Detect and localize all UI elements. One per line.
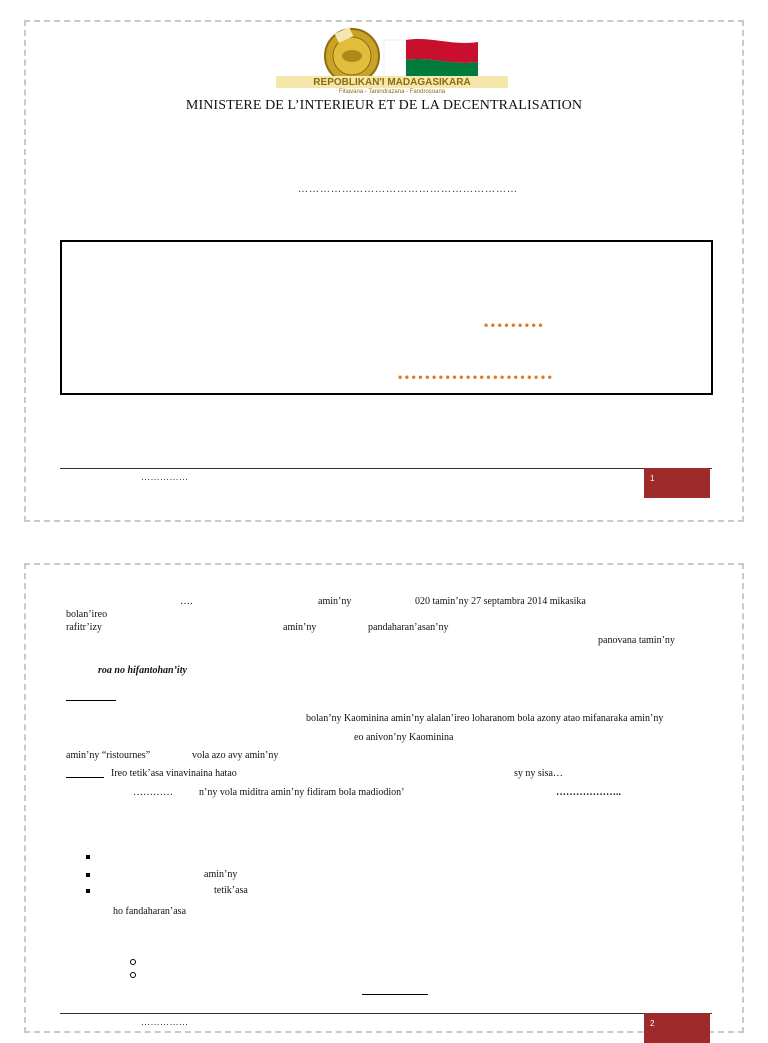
underline-rule bbox=[66, 700, 116, 701]
text-line: …. bbox=[180, 596, 193, 607]
text-line: pandaharan’asan’ny bbox=[368, 622, 449, 633]
text-line: amin’ny bbox=[283, 622, 317, 633]
text-line: ……………….. bbox=[556, 787, 621, 798]
footer-dots: …………… bbox=[141, 1017, 189, 1027]
footer-divider bbox=[60, 1013, 712, 1014]
orange-dots-2: ••••••••••••••••••••••• bbox=[398, 370, 555, 384]
text-line: sy ny sisa… bbox=[514, 768, 563, 779]
footer-dots: …………… bbox=[141, 472, 189, 482]
page-number-badge: 2 bbox=[644, 1013, 710, 1043]
text-line: bolan’ireo bbox=[66, 609, 108, 620]
text-line: Ireo tetik’asa vinavinaina hatao bbox=[111, 768, 237, 779]
sub-bullet-marker bbox=[130, 959, 136, 965]
text-line: vola azo avy amin’ny bbox=[192, 750, 279, 761]
underline-rule bbox=[66, 777, 104, 778]
list-item: tetik’asa bbox=[214, 885, 248, 896]
text-line: ………… bbox=[133, 787, 173, 798]
text-line: bolan’ny Kaominina amin’ny alalan’ireo loharanom bola azony atao mifanaraka amin’ny bbox=[306, 713, 664, 724]
republic-emblem-logo bbox=[256, 26, 526, 94]
text-line: 020 tamin’ny 27 septambra 2014 mikasika bbox=[415, 596, 586, 607]
text-line: rafitr’izy bbox=[66, 622, 102, 633]
ministry-title: MINISTERE DE L’INTERIEUR ET DE LA DECENTRALISATION bbox=[185, 98, 583, 113]
text-line: amin’ny bbox=[318, 596, 352, 607]
footer-divider bbox=[60, 468, 712, 469]
document-page-1 bbox=[24, 20, 744, 522]
bullet-marker bbox=[86, 889, 90, 893]
text-line: amin’ny “ristournes” bbox=[66, 750, 151, 761]
list-item: ho fandaharan’asa bbox=[113, 906, 187, 917]
title-frame bbox=[60, 240, 713, 395]
section-heading: roa no hifantohan’ity bbox=[98, 665, 187, 676]
page-number-badge: 1 bbox=[644, 468, 710, 498]
bullet-marker bbox=[86, 873, 90, 877]
signature-rule bbox=[362, 994, 428, 995]
text-line: panovana tamin’ny bbox=[598, 635, 675, 646]
text-line: eo anivon’ny Kaominina bbox=[354, 732, 454, 743]
text-line: n’ny vola miditra amin’ny fidiram bola madiodion’ bbox=[199, 787, 405, 798]
emblem-motto-text: Fitiavana - Tanindrazana - Fandrosoana bbox=[338, 89, 446, 94]
sub-bullet-marker bbox=[130, 972, 136, 978]
document-page-2 bbox=[24, 563, 744, 1033]
placeholder-dots: …………………………………………………… bbox=[298, 184, 518, 195]
list-item: amin’ny bbox=[204, 869, 238, 880]
emblem-banner-text: REPOBLIKAN'I MADAGASIKARA bbox=[313, 77, 471, 88]
bullet-marker bbox=[86, 855, 90, 859]
orange-dots-1: ••••••••• bbox=[484, 318, 546, 332]
